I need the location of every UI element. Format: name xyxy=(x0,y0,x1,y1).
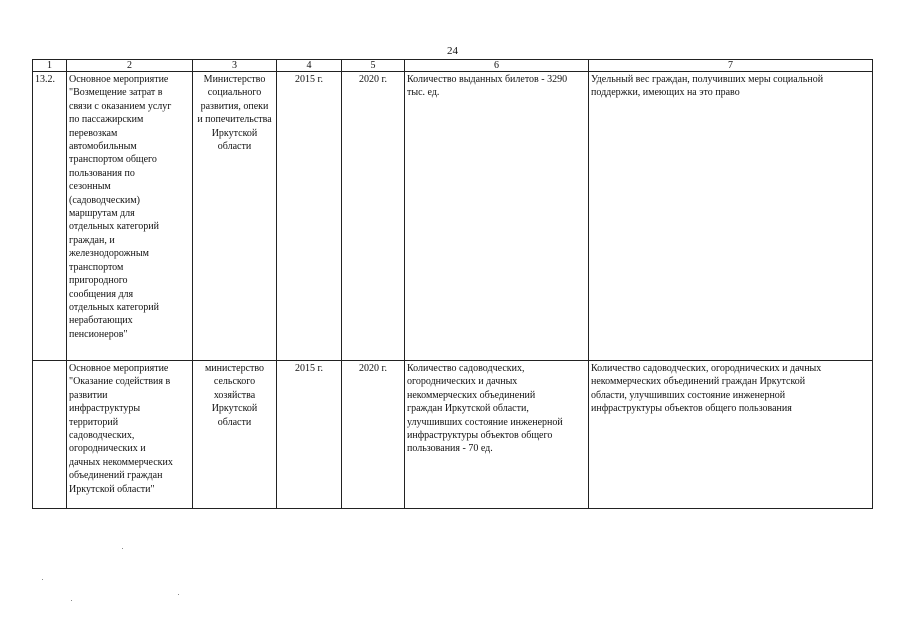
scan-speck xyxy=(178,594,179,595)
column-header-6: 6 xyxy=(405,60,589,72)
scan-speck xyxy=(71,600,72,601)
row-number-cell: 13.2. xyxy=(33,72,67,361)
column-header-5: 5 xyxy=(342,60,405,72)
end-year-cell: 2020 г. xyxy=(342,72,405,361)
end-year-cell: 2020 г. xyxy=(342,361,405,509)
column-header-2: 2 xyxy=(67,60,193,72)
column-header-3: 3 xyxy=(193,60,277,72)
table-row xyxy=(33,361,873,509)
scan-speck xyxy=(122,548,123,549)
result-cell: Количество выданных билетов - 3290 тыс. ед. xyxy=(405,72,589,361)
column-header-7: 7 xyxy=(589,60,873,72)
start-year-cell: 2015 г. xyxy=(277,72,342,361)
row-number-cell xyxy=(33,361,67,509)
executor-cell: министерство сельского хозяйства Иркутской области xyxy=(193,361,277,509)
column-header-1: 1 xyxy=(33,60,67,72)
program-activities-table xyxy=(32,59,873,509)
activity-cell: Основное мероприятие "Оказание содействия в развитии инфраструктуры территорий садоводческих, огороднических и дачных некоммерческих объединений граждан Иркутской области" xyxy=(67,361,193,509)
activity-cell: Основное мероприятие "Возмещение затрат в связи с оказанием услуг по пассажирским перевозкам автомобильным транспортом общего пользования по сезонным (садоводческим) маршрутам для отдельных категорий граждан, и железнодорожным транспортом пригородного сообщения для отдельных категорий неработающих пенсионеров" xyxy=(67,72,193,361)
executor-cell: Министерство социального развития, опеки и попечительства Иркутской области xyxy=(193,72,277,361)
page-number: 24 xyxy=(447,45,458,57)
indicator-cell: Удельный вес граждан, получивших меры социальной поддержки, имеющих на это право xyxy=(589,72,873,361)
scan-speck xyxy=(42,579,43,580)
result-cell: Количество садоводческих, огороднических и дачных некоммерческих объединений граждан Иркутской области, улучшивших состояние инженерной инфраструктуры объектов общего пользования - 70 ед. xyxy=(405,361,589,509)
indicator-cell: Количество садоводческих, огороднических и дачных некоммерческих объединений граждан Иркутской области, улучшивших состояние инженерной инфраструктуры объектов общего пользования xyxy=(589,361,873,509)
column-header-4: 4 xyxy=(277,60,342,72)
start-year-cell: 2015 г. xyxy=(277,361,342,509)
table-row xyxy=(33,72,873,361)
header-row xyxy=(33,60,873,72)
